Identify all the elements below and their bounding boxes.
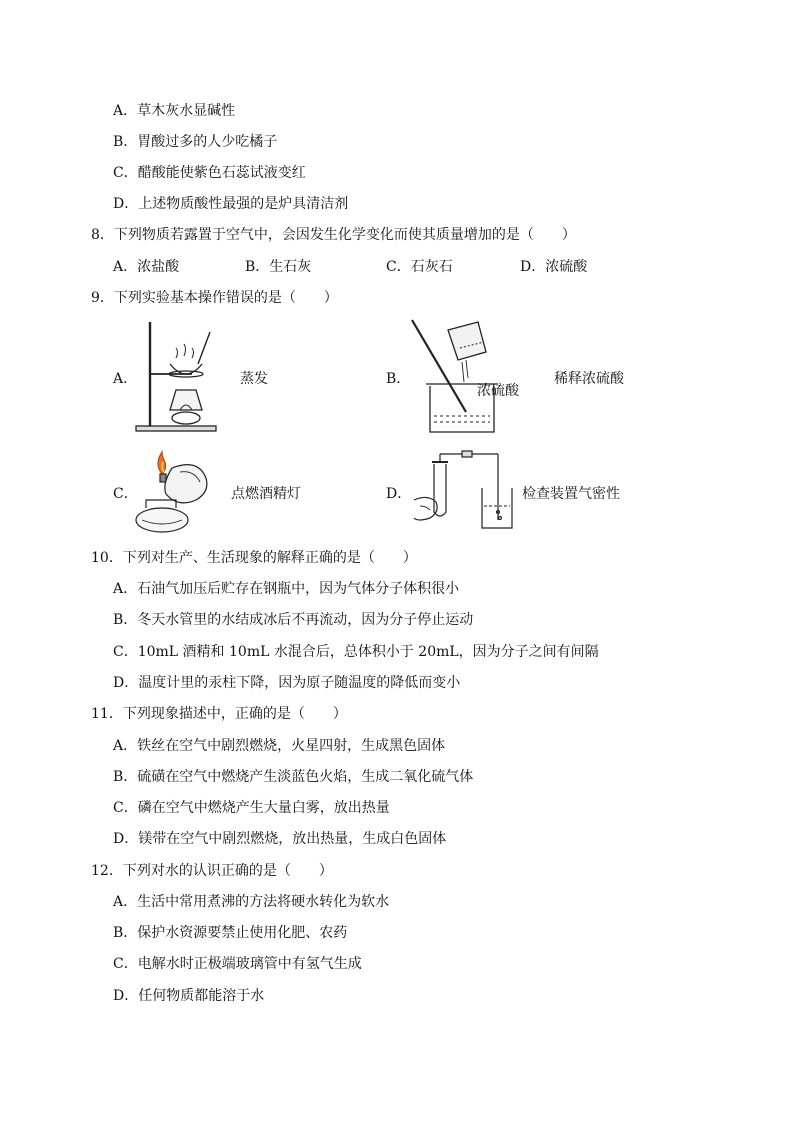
- q10-option-a: A．石油气加压后贮存在钢瓶中，因为气体分子体积很小: [113, 581, 460, 597]
- q12-option-d: D．任何物质都能溶于水: [113, 988, 265, 1004]
- q8-options-row: [0, 258, 794, 276]
- q7-option-a: A．草木灰水显碱性: [113, 103, 236, 119]
- q10-option-c: C．10mL 酒精和 10mL 水混合后，总体积小于 20mL，因为分子之间有间隔: [113, 644, 599, 660]
- alcohol-lamp-lighting-icon: [132, 448, 216, 536]
- q9-d-letter: D．: [386, 486, 412, 502]
- q12-option-a: A．生活中常用煮沸的方法将硬水转化为软水: [113, 894, 390, 910]
- q8-option-d: D．浓硫酸: [520, 259, 588, 275]
- q7-option-b: B．胃酸过多的人少吃橘子: [113, 134, 278, 150]
- q12-option-c: C．电解水时正极端玻璃管中有氢气生成: [113, 956, 362, 972]
- q9-d-caption: 检查装置气密性: [522, 486, 620, 502]
- evaporation-apparatus-icon: [132, 318, 232, 434]
- q11-option-b: B．硫磺在空气中燃烧产生淡蓝色火焰，生成二氧化硫气体: [113, 769, 474, 785]
- q10-option-d: D．温度计里的汞柱下降，因为原子随温度的降低而变小: [113, 675, 461, 691]
- q11-option-a: A．铁丝在空气中剧烈燃烧，火星四射，生成黑色固体: [113, 738, 446, 754]
- airtightness-check-apparatus-icon: [406, 448, 514, 532]
- q7-option-d: D．上述物质酸性最强的是炉具清洁剂: [113, 196, 349, 212]
- q9-b-letter: B．: [386, 371, 411, 387]
- q9-a-letter: A．: [113, 371, 138, 387]
- q7-option-c: C．醋酸能使紫色石蕊试液变红: [113, 165, 306, 181]
- q9-c-caption: 点燃酒精灯: [231, 486, 301, 502]
- q9-a-caption: 蒸发: [240, 371, 268, 387]
- q8-option-c: C．石灰石: [386, 259, 453, 275]
- q9-b-caption: 稀释浓硫酸: [554, 371, 624, 387]
- q9-c-letter: C．: [113, 486, 138, 502]
- q12-option-b: B．保护水资源要禁止使用化肥、农药: [113, 925, 348, 941]
- q8-stem: 8．下列物质若露置于空气中，会因发生化学变化而使其质量增加的是（ ）: [91, 227, 576, 243]
- q8-option-b: B．生石灰: [245, 259, 312, 275]
- q8-option-a: A．浓盐酸: [113, 259, 180, 275]
- q9-stem: 9．下列实验基本操作错误的是（ ）: [91, 290, 338, 306]
- q11-stem: 11．下列现象描述中，正确的是（ ）: [91, 706, 347, 722]
- q10-option-b: B．冬天水管里的水结成冰后不再流动，因为分子停止运动: [113, 612, 474, 628]
- q11-option-d: D．镁带在空气中剧烈燃烧，放出热量，生成白色固体: [113, 831, 447, 847]
- q10-stem: 10．下列对生产、生活现象的解释正确的是（ ）: [91, 550, 417, 566]
- q11-option-c: C．磷在空气中燃烧产生大量白雾，放出热量: [113, 800, 390, 816]
- q12-stem: 12．下列对水的认识正确的是（ ）: [91, 863, 333, 879]
- q9-b-inner-label: 浓硫酸: [477, 383, 519, 399]
- dilute-sulfuric-acid-apparatus-icon: [408, 318, 520, 436]
